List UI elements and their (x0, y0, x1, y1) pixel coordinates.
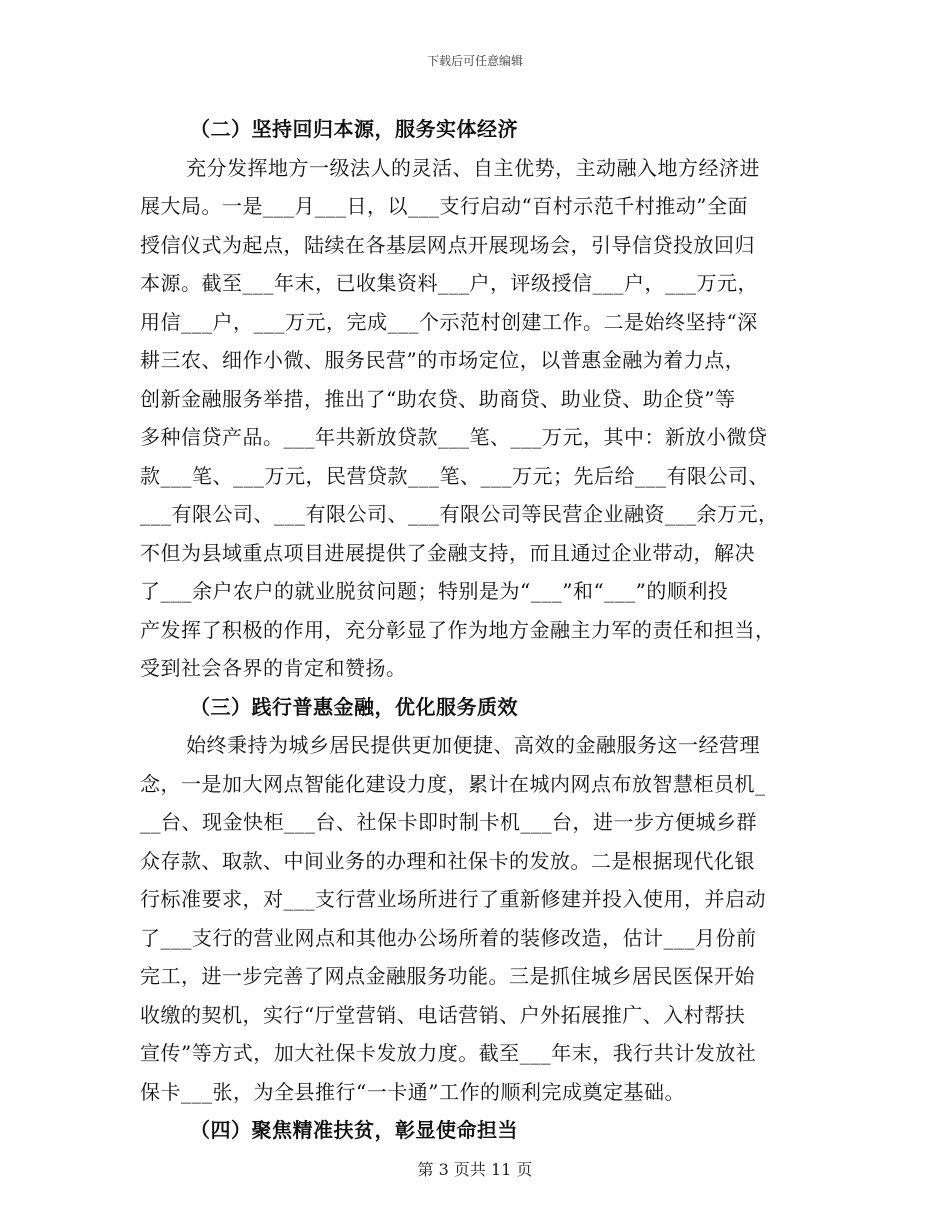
paragraph-line: 众存款、取款、中间业务的办理和社保卡的发放。二是根据现代化银 (140, 848, 755, 873)
paragraph-line: 保卡___张，为全县推行“一卡通”工作的顺利完成奠定基础。 (140, 1079, 685, 1104)
paragraph-line: 念，一是加大网点智能化建设力度，累计在城内网点布放智慧柜员机_ (140, 771, 766, 796)
page-header-note: 下载后可任意编辑 (426, 54, 523, 68)
paragraph-line: 充分发挥地方一级法人的灵活、自主优势，主动融入地方经济进 (186, 155, 760, 180)
section-heading-4: （四）聚焦精准扶贫，彰显使命担当 (190, 1118, 518, 1142)
paragraph-line: 用信___户，___万元，完成___个示范村创建工作。二是始终坚持“深 (140, 309, 758, 334)
section-heading-3: （三）践行普惠金融，优化服务质效 (190, 694, 518, 719)
paragraph-line: 款___笔、___万元，民营贷款___笔、___万元；先后给___有限公司、 (140, 463, 769, 488)
paragraph-line: __台、现金快柜___台、社保卡即时制卡机___台，进一步方便城乡群 (140, 810, 757, 834)
paragraph-line: 耕三农、细作小微、服务民营”的市场定位，以普惠金融为着力点， (140, 348, 746, 372)
paragraph-line: 产发挥了积极的作用，充分彰显了作为地方金融主力军的责任和担当， (140, 617, 776, 642)
paragraph-line: ___有限公司、___有限公司、___有限公司等民营企业融资___余万元， (140, 502, 779, 526)
paragraph-line: 受到社会各界的肯定和赞扬。 (140, 656, 407, 680)
paragraph-line: 收缴的契机，实行“厅堂营销、电话营销、户外拓展推广、入村帮扶 (140, 1002, 746, 1027)
paragraph-line: 创新金融服务举措，推出了“助农贷、助商贷、助业贷、助企贷”等 (140, 386, 736, 411)
paragraph-line: 授信仪式为起点，陆续在各基层网点开展现场会，引导信贷投放回归 (140, 232, 755, 257)
paragraph-line: 多种信贷产品。___年共新放贷款___笔、___万元，其中：新放小微贷 (140, 425, 768, 449)
paragraph-line: 宣传”等方式，加大社保卡发放力度。截至___年末，我行共计发放社 (140, 1041, 757, 1065)
document-body (140, 110, 812, 1150)
paragraph-line: 了___余户农户的就业脱贫问题；特别是为“___”和“___”的顺利投 (140, 579, 729, 603)
paragraph-line: 始终秉持为城乡居民提供更加便捷、高效的金融服务这一经营理 (186, 733, 760, 757)
paragraph-line: 展大局。一是___月___日，以___支行启动“百村示范千村推动”全面 (140, 194, 748, 218)
paragraph-line: 本源。截至___年末，已收集资料___户，评级授信___户，___万元， (140, 271, 758, 295)
paragraph-line: 不但为县域重点项目进展提供了金融支持，而且通过企业带动，解决 (140, 540, 755, 565)
paragraph-line: 完工，进一步完善了网点金融服务功能。三是抓住城乡居民医保开始 (140, 964, 755, 988)
page-number-footer: 第 3 页共 11 页 (417, 1160, 533, 1179)
paragraph-line: 行标准要求，对___支行营业场所进行了重新修建并投入使用，并启动 (140, 887, 766, 911)
paragraph-line: 了___支行的营业网点和其他办公场所着的装修改造，估计___月份前 (140, 925, 757, 950)
section-heading-2: （二）坚持回归本源，服务实体经济 (190, 117, 518, 141)
